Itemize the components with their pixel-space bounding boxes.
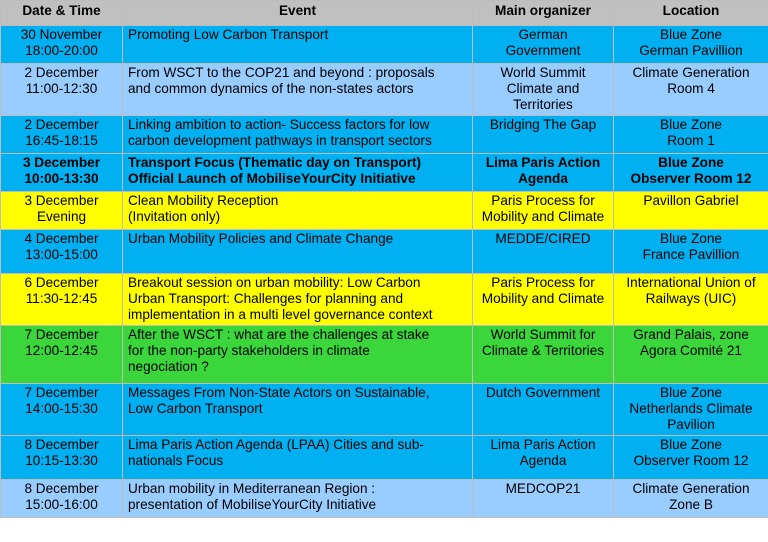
organizer-line: Mobility and Climate bbox=[481, 209, 605, 224]
organizer-line: Bridging The Gap bbox=[489, 117, 597, 132]
organizer-line: Climate and bbox=[506, 81, 580, 96]
organizer-line: Agenda bbox=[519, 453, 567, 468]
organizer-line: Government bbox=[505, 43, 581, 58]
location-cell bbox=[614, 230, 768, 274]
date-cell bbox=[1, 26, 123, 64]
organizer-cell bbox=[473, 326, 614, 384]
event-cell bbox=[123, 154, 473, 192]
event-cell bbox=[123, 480, 473, 518]
location-line: Room 1 bbox=[667, 133, 715, 148]
date-line: Evening bbox=[36, 209, 87, 224]
date-line: 30 November bbox=[20, 27, 103, 42]
location-line: France Pavillion bbox=[642, 247, 740, 262]
location-line: Zone B bbox=[669, 497, 713, 512]
table-row bbox=[1, 116, 768, 154]
event-line: and common dynamics of the non-states actors bbox=[128, 81, 414, 96]
event-line: After the WSCT : what are the challenges at stake bbox=[128, 327, 430, 342]
organizer-line: Agenda bbox=[518, 171, 568, 186]
date-cell bbox=[1, 116, 123, 154]
date-cell bbox=[1, 436, 123, 480]
organizer-line: Dutch Government bbox=[485, 385, 601, 400]
location-line: Pavillon Gabriel bbox=[643, 193, 739, 208]
organizer-cell bbox=[473, 230, 614, 274]
organizer-line: Paris Process for bbox=[491, 275, 595, 290]
date-cell bbox=[1, 480, 123, 518]
date-line: 10:15-13:30 bbox=[25, 453, 98, 468]
event-cell bbox=[123, 384, 473, 436]
table-row bbox=[1, 480, 768, 518]
location-line: Blue Zone bbox=[660, 231, 722, 246]
location-cell bbox=[614, 26, 768, 64]
organizer-cell bbox=[473, 436, 614, 480]
date-line: 16:45-18:15 bbox=[25, 133, 98, 148]
organizer-cell bbox=[473, 64, 614, 116]
table-row bbox=[1, 384, 768, 436]
date-line: 13:00-15:00 bbox=[25, 247, 98, 262]
date-line: 10:00-13:30 bbox=[24, 171, 99, 186]
location-cell bbox=[614, 326, 768, 384]
table-row bbox=[1, 274, 768, 326]
organizer-cell bbox=[473, 274, 614, 326]
table-row bbox=[1, 154, 768, 192]
event-cell bbox=[123, 326, 473, 384]
date-cell bbox=[1, 274, 123, 326]
organizer-line: World Summit bbox=[500, 65, 586, 80]
date-line: 15:00-16:00 bbox=[25, 497, 98, 512]
table-row bbox=[1, 64, 768, 116]
event-line: Promoting Low Carbon Transport bbox=[128, 27, 329, 42]
date-cell bbox=[1, 154, 123, 192]
event-line: Lima Paris Action Agenda (LPAA) Cities and sub- bbox=[128, 437, 424, 452]
date-cell bbox=[1, 384, 123, 436]
event-line: implementation in a multi level governance context bbox=[128, 307, 433, 322]
location-line: German Pavillion bbox=[639, 43, 743, 58]
event-line: negociation ? bbox=[128, 359, 209, 374]
event-line: Linking ambition to action- Success factors for low bbox=[128, 117, 430, 132]
date-line: 18:00-20:00 bbox=[25, 43, 98, 58]
event-cell bbox=[123, 274, 473, 326]
event-line: Clean Mobility Reception bbox=[128, 193, 279, 208]
event-cell bbox=[123, 116, 473, 154]
events-body bbox=[1, 26, 768, 518]
event-line: carbon development pathways in transport sectors bbox=[128, 133, 432, 148]
location-line: Blue Zone bbox=[660, 437, 722, 452]
date-cell bbox=[1, 326, 123, 384]
date-line: 2 December bbox=[24, 65, 99, 80]
location-line: Railways (UIC) bbox=[645, 291, 737, 306]
header-organizer: Main organizer bbox=[473, 1, 614, 26]
date-cell bbox=[1, 64, 123, 116]
date-line: 4 December bbox=[24, 231, 99, 246]
location-cell bbox=[614, 274, 768, 326]
location-cell bbox=[614, 480, 768, 518]
organizer-line: Territories bbox=[513, 97, 573, 112]
location-cell bbox=[614, 116, 768, 154]
header-event: Event bbox=[123, 1, 473, 26]
organizer-cell bbox=[473, 154, 614, 192]
event-line: Messages From Non-State Actors on Sustainable, bbox=[128, 385, 430, 400]
location-cell bbox=[614, 64, 768, 116]
date-line: 11:00-12:30 bbox=[25, 81, 98, 96]
date-line: 12:00-12:45 bbox=[25, 343, 98, 358]
event-cell bbox=[123, 230, 473, 274]
organizer-line: Lima Paris Action bbox=[490, 437, 596, 452]
location-line: Netherlands Climate bbox=[629, 401, 753, 416]
location-line: Room 4 bbox=[667, 81, 715, 96]
organizer-cell bbox=[473, 26, 614, 64]
date-line: 11:30-12:45 bbox=[25, 291, 98, 306]
table-row bbox=[1, 230, 768, 274]
location-cell bbox=[614, 384, 768, 436]
organizer-line: MEDDE/CIRED bbox=[495, 231, 591, 246]
location-line: Agora Comité 21 bbox=[639, 343, 742, 358]
organizer-cell bbox=[473, 116, 614, 154]
date-line: 14:00-15:30 bbox=[25, 401, 98, 416]
organizer-cell bbox=[473, 480, 614, 518]
event-line: Official Launch of MobiliseYourCity Initiative bbox=[128, 171, 416, 186]
table-row bbox=[1, 436, 768, 480]
location-line: Climate Generation bbox=[632, 481, 750, 496]
location-line: Blue Zone bbox=[660, 385, 722, 400]
date-line: 2 December bbox=[24, 117, 99, 132]
table-row bbox=[1, 192, 768, 230]
location-cell bbox=[614, 192, 768, 230]
table-row bbox=[1, 326, 768, 384]
header-row bbox=[1, 1, 768, 26]
organizer-cell bbox=[473, 384, 614, 436]
organizer-cell bbox=[473, 192, 614, 230]
date-line: 8 December bbox=[24, 437, 99, 452]
location-line: Blue Zone bbox=[660, 117, 722, 132]
event-line: nationals Focus bbox=[128, 453, 224, 468]
event-line: for the non-party stakeholders in climate bbox=[128, 343, 370, 358]
date-line: 8 December bbox=[24, 481, 99, 496]
organizer-line: World Summit for bbox=[490, 327, 596, 342]
organizer-line: Paris Process for bbox=[491, 193, 595, 208]
event-line: (Invitation only) bbox=[128, 209, 221, 224]
event-line: Urban Mobility Policies and Climate Change bbox=[128, 231, 394, 246]
event-line: Low Carbon Transport bbox=[128, 401, 263, 416]
organizer-line: Lima Paris Action bbox=[485, 155, 601, 170]
date-line: 7 December bbox=[24, 385, 99, 400]
header-location: Location bbox=[614, 1, 768, 26]
event-cell bbox=[123, 26, 473, 64]
location-line: Observer Room 12 bbox=[630, 171, 752, 186]
date-cell bbox=[1, 192, 123, 230]
location-line: Blue Zone bbox=[658, 155, 724, 170]
organizer-line: Climate & Territories bbox=[481, 343, 605, 358]
event-line: From WSCT to the COP21 and beyond : proposals bbox=[128, 65, 435, 80]
location-cell bbox=[614, 154, 768, 192]
organizer-line: Mobility and Climate bbox=[481, 291, 605, 306]
date-line: 3 December bbox=[24, 193, 99, 208]
table-row bbox=[1, 26, 768, 64]
location-line: Grand Palais, zone bbox=[633, 327, 749, 342]
date-line: 3 December bbox=[22, 155, 101, 170]
event-line: presentation of MobiliseYourCity Initiative bbox=[128, 497, 377, 512]
event-cell bbox=[123, 436, 473, 480]
organizer-line: MEDCOP21 bbox=[505, 481, 581, 496]
event-line: Breakout session on urban mobility: Low Carbon bbox=[128, 275, 421, 290]
date-line: 7 December bbox=[24, 327, 99, 342]
location-line: Observer Room 12 bbox=[633, 453, 749, 468]
event-line: Urban mobility in Mediterranean Region : bbox=[128, 481, 376, 496]
event-line: Transport Focus (Thematic day on Transport) bbox=[128, 155, 422, 170]
location-line: Blue Zone bbox=[660, 27, 722, 42]
date-cell bbox=[1, 230, 123, 274]
location-line: Climate Generation bbox=[632, 65, 750, 80]
location-line: International Union of bbox=[626, 275, 756, 290]
location-cell bbox=[614, 436, 768, 480]
header-date: Date & Time bbox=[1, 1, 123, 26]
organizer-line: German bbox=[518, 27, 568, 42]
location-line: Pavilion bbox=[667, 417, 715, 432]
event-cell bbox=[123, 192, 473, 230]
date-line: 6 December bbox=[24, 275, 99, 290]
event-line: Urban Transport: Challenges for planning and bbox=[128, 291, 404, 306]
event-cell bbox=[123, 64, 473, 116]
